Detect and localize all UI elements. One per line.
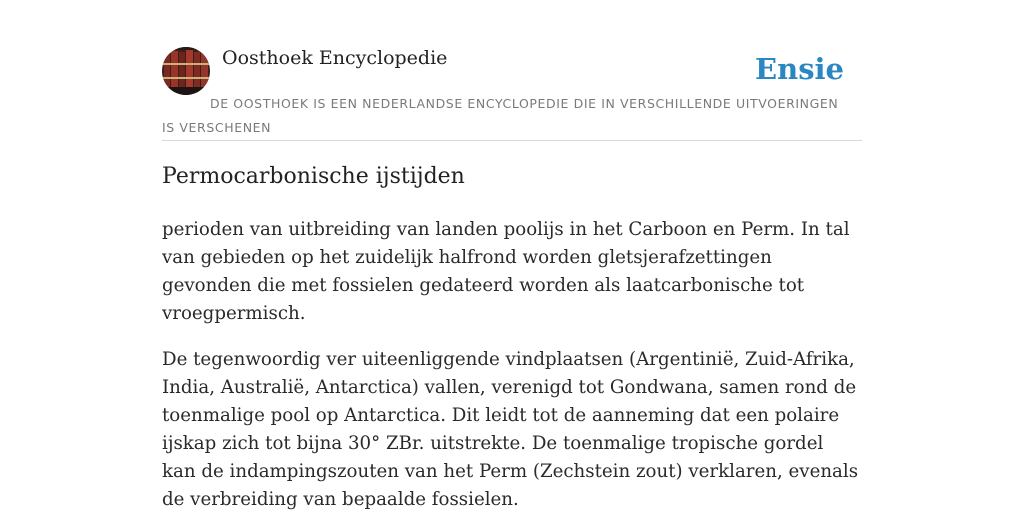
encyclopedia-books-icon[interactable] [162,47,210,95]
site-tagline: DE OOSTHOEK IS EEN NEDERLANDSE ENCYCLOPEDIE DIE IN VERSCHILLENDE UITVOERINGEN IS VERSCHENEN [162,96,839,135]
site-title[interactable]: Oosthoek Encyclopedie [222,47,448,69]
brand-logo-link[interactable]: Ensie [755,52,844,86]
page-container [162,0,862,510]
site-header [162,0,862,141]
article-paragraph: De tegenwoordig ver uiteenliggende vindplaatsen (Argentinië, Zuid-Afrika, India, Australië, Antarctica) vallen, verenigd tot Gondwana, samen rond de toenmalige pool op Antarctica. Dit leidt tot de aanneming dat een polaire ijskap zich tot bijna 30° ZBr. uitstrekte. De toenmalige tropische gordel kan de indampingszouten van het Perm (Zechstein zout) verklaren, evenals de verbreiding van bepaalde fossielen. [162,349,859,510]
article-body [162,216,862,532]
article-title: Permocarbonische ijstijden [162,164,465,189]
article-paragraph: perioden van uitbreiding van landen poolijs in het Carboon en Perm. In tal van gebieden op het zuidelijk halfrond worden gletsjerafzettingen gevonden die met fossielen gedateerd worden als laatcarbonische tot vroegpermisch. [162,219,850,324]
